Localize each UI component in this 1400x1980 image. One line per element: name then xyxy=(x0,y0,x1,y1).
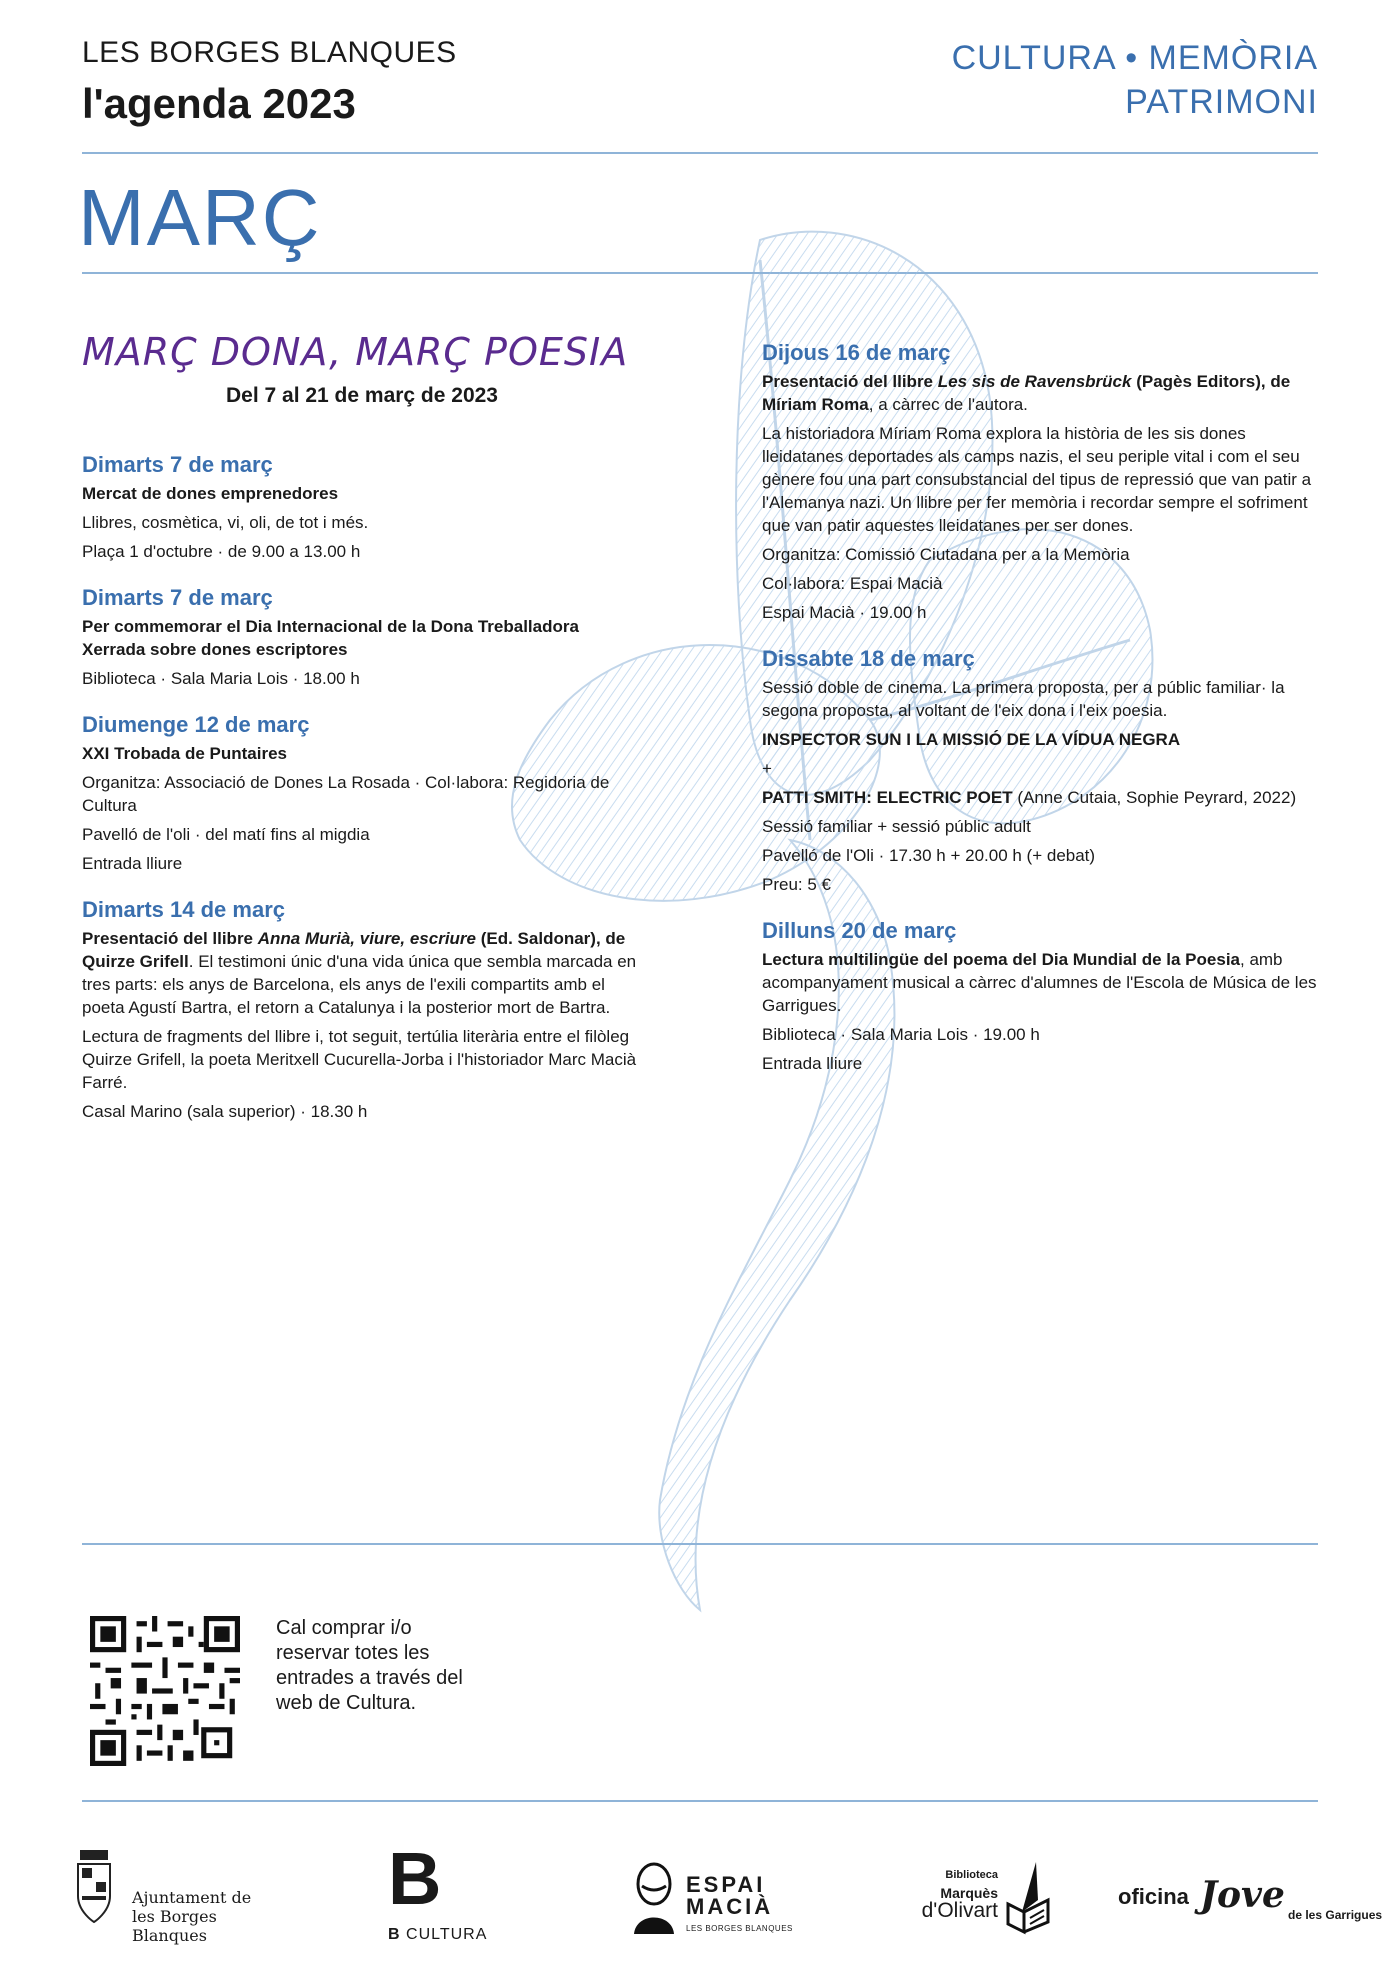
event-date: Dijous 16 de març xyxy=(762,340,951,365)
section-line-1: CULTURA • MEMÒRIA xyxy=(951,39,1318,77)
coat-of-arms-icon xyxy=(72,1846,116,1930)
event-title-prefix: Presentació del llibre xyxy=(762,372,938,391)
logo-ajuntament xyxy=(72,1846,282,1945)
event-item xyxy=(762,918,1327,1075)
event-title-suffix: (Pagès Editors), de Míriam Roma xyxy=(762,372,1291,414)
right-column xyxy=(762,340,1327,1097)
event-collaborator: Col·labora: Espai Macià xyxy=(762,574,943,593)
event-title xyxy=(82,927,652,1019)
event-item xyxy=(82,712,652,875)
event-date: Dimarts 7 de març xyxy=(82,452,273,477)
event-item xyxy=(762,340,1327,624)
event-title xyxy=(762,948,1327,1017)
film-plus: + xyxy=(762,759,772,778)
event-place: Plaça 1 d'octubre · de 9.00 a 13.00 h xyxy=(82,542,361,561)
logo-ajuntament-line2: les Borges Blanques xyxy=(132,1907,217,1945)
event-description: . El testimoni únic d'una vida única que sembla marcada en tres parts: els anys de Barcelona, els anys de l'exili compartits amb el poeta Agustí Bartra, el retorn a Catalunya i la posterior mort de Bartra. xyxy=(82,952,637,1017)
event-description: , amb acompanyament musical a càrrec d'alumnes de l'Escola de Música de les Garrigues. xyxy=(762,950,1317,1015)
logo-ajuntament-line1: Ajuntament de xyxy=(132,1888,252,1907)
event-place: Pavelló de l'oli · del matí fins al migdia xyxy=(82,825,370,844)
agenda-title: l'agenda 2023 xyxy=(82,80,356,127)
event-place: Espai Macià · 19.00 h xyxy=(762,603,927,622)
event-title: Mercat de dones emprenedores xyxy=(82,484,339,503)
section-tag xyxy=(952,36,1318,124)
logo-espai-line1: ESPAI xyxy=(686,1872,766,1897)
event-date: Dissabte 18 de març xyxy=(762,646,975,671)
event-description: Sessió doble de cinema. La primera proposta, per a públic familiar· la segona proposta, al voltant de l'eix dona i l'eix poesia. xyxy=(762,678,1285,720)
logo-b-cultura-label: CULTURA xyxy=(406,1926,488,1943)
event-description-2: Lectura de fragments del llibre i, tot seguit, tertúlia literària entre el filòleg Quirze Grifell, la poeta Meritxell Cucurella-Jorba i l'historiador Marc Macià Farré. xyxy=(82,1027,637,1092)
event-title xyxy=(762,370,1327,416)
logo-biblioteca-line3: d'Olivart xyxy=(921,1899,998,1922)
event-title-prefix: Presentació del llibre xyxy=(82,929,258,948)
event-place: Biblioteca · Sala Maria Lois · 18.00 h xyxy=(82,669,360,688)
event-item xyxy=(82,452,652,563)
film-title-2 xyxy=(762,786,1327,809)
logo-espai-line2: MACIÀ xyxy=(686,1894,774,1919)
event-price: Preu: 5 € xyxy=(762,875,831,894)
tickets-note: Cal comprar i/o reservar totes les entrades a través del web de Cultura. xyxy=(276,1617,463,1714)
event-place: Casal Marino (sala superior) · 18.30 h xyxy=(82,1102,368,1121)
event-book-title: Les sis de Ravensbrück xyxy=(937,372,1132,391)
event-entry: Entrada lliure xyxy=(82,854,183,873)
event-date: Dimarts 14 de març xyxy=(82,897,285,922)
event-item xyxy=(82,585,652,690)
town-name: LES BORGES BLANQUES xyxy=(82,36,457,69)
event-date: Diumenge 12 de març xyxy=(82,712,310,737)
festival-title: MARÇ DONA, MARÇ POESIA xyxy=(82,330,629,374)
event-subtitle: Xerrada sobre dones escriptores xyxy=(82,640,348,659)
event-organizer: Organitza: Associació de Dones La Rosada · Col·labora: Regidoria de Cultura xyxy=(82,773,610,815)
event-title-suffix: (Ed. Saldonar), de Quirze Grifell xyxy=(82,929,626,971)
left-column xyxy=(82,330,652,1145)
logo-espai-line3: LES BORGES BLANQUES xyxy=(686,1924,793,1933)
event-date: Dilluns 20 de març xyxy=(762,918,957,943)
event-organizer: Organitza: Comissió Ciutadana per a la Memòria xyxy=(762,545,1130,564)
logo-garrigues-label: de les Garrigues xyxy=(1288,1908,1383,1922)
event-entry: Entrada lliure xyxy=(762,1054,863,1073)
film-title-2-credit: (Anne Cutaia, Sophie Peyrard, 2022) xyxy=(1012,788,1297,807)
qr-code[interactable] xyxy=(90,1616,240,1766)
header-divider xyxy=(82,152,1318,154)
event-place: Pavelló de l'Oli · 17.30 h + 20.00 h (+ debat) xyxy=(762,846,1096,865)
portrait-icon xyxy=(628,1860,680,1936)
book-icon xyxy=(1004,1860,1054,1936)
film-title-1: INSPECTOR SUN I LA MISSIÓ DE LA VÍDUA NEGRA xyxy=(762,730,1181,749)
event-item xyxy=(82,897,652,1123)
logo-oficina-label: oficina xyxy=(1118,1884,1189,1909)
event-place: Biblioteca · Sala Maria Lois · 19.00 h xyxy=(762,1025,1040,1044)
event-title-bold: Lectura multilingüe del poema del Dia Mundial de la Poesia xyxy=(762,950,1240,969)
logo-espai-macia xyxy=(628,1860,798,1940)
event-book-title: Anna Murià, viure, escriure xyxy=(257,929,476,948)
event-title-tail: , a càrrec de l'autora. xyxy=(868,395,1028,414)
logo-b-letter: B xyxy=(388,1837,442,1920)
footer-divider-top xyxy=(82,1543,1318,1545)
event-date: Dimarts 7 de març xyxy=(82,585,273,610)
section-line-2: PATRIMONI xyxy=(1125,83,1318,121)
event-sessions: Sessió familiar + sessió públic adult xyxy=(762,817,1031,836)
footer-divider-bottom xyxy=(82,1800,1318,1802)
event-title: Per commemorar el Dia Internacional de la Dona Treballadora xyxy=(82,617,579,636)
logo-b-letter-small: B xyxy=(388,1926,401,1943)
event-description: Llibres, cosmètica, vi, oli, de tot i més. xyxy=(82,513,369,532)
logo-biblioteca xyxy=(886,1860,1056,1940)
logo-b-cultura xyxy=(388,1837,498,1952)
event-item xyxy=(762,646,1327,896)
festival-dates: Del 7 al 21 de març de 2023 xyxy=(225,384,498,407)
logo-jove-label: Jove xyxy=(1200,1874,1285,1916)
logo-oficina-jove xyxy=(1118,1874,1383,1934)
event-title: XXI Trobada de Puntaires xyxy=(82,744,288,763)
logo-biblioteca-line1: Biblioteca xyxy=(945,1869,998,1881)
logo-biblioteca-line2: Marquès xyxy=(940,1885,998,1901)
month-title: MARÇ xyxy=(78,173,322,262)
logo-b-text xyxy=(388,1926,487,1944)
event-description: La historiadora Míriam Roma explora la història de les sis dones lleidatanes deportades als camps nazis, el seu periple vital i com el seu gènere fou una part consubstancial del tipus de repressió que van patir a l'Alemanya nazi. Un llibre per fer memòria i recordar sempre el sofriment que van patir aquestes lleidatanes per ser dones. xyxy=(762,424,1312,535)
film-title-2-name: PATTI SMITH: ELECTRIC POET xyxy=(762,788,1013,807)
